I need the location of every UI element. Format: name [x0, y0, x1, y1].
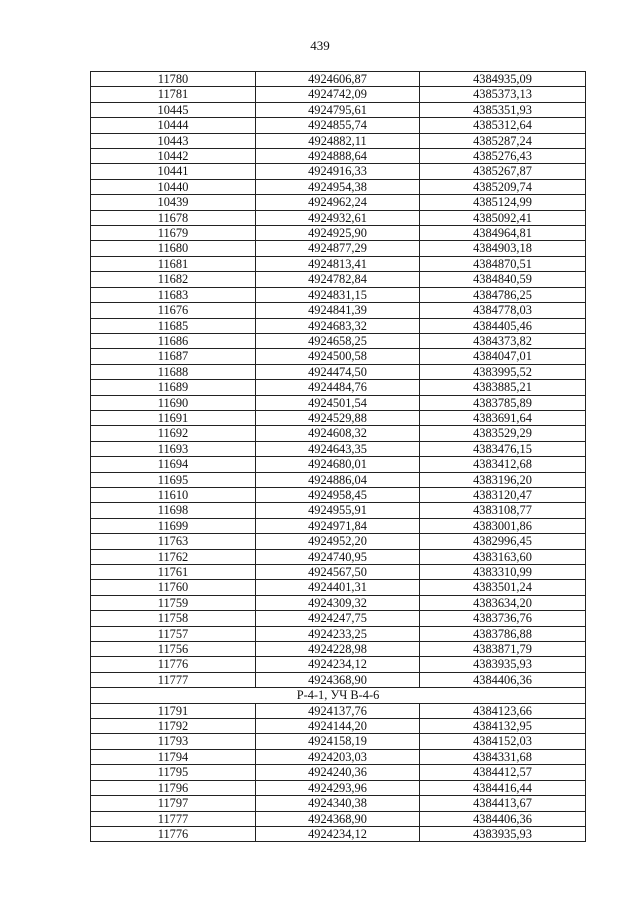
- y-coordinate-cell: 4383885,21: [420, 380, 586, 395]
- table-row: [91, 333, 586, 348]
- point-number-cell: 10443: [91, 133, 256, 148]
- y-coordinate-cell: 4383935,93: [420, 657, 586, 672]
- section-header-label: Р-4-1, УЧ В-4-6: [91, 688, 586, 703]
- y-coordinate-cell: 4384123,66: [420, 703, 586, 718]
- x-coordinate-cell: 4924740,95: [256, 549, 420, 564]
- x-coordinate-cell: 4924234,12: [256, 826, 420, 841]
- x-coordinate-cell: 4924233,25: [256, 626, 420, 641]
- table-row: [91, 149, 586, 164]
- table-row: [91, 272, 586, 287]
- table-row: [91, 87, 586, 102]
- y-coordinate-cell: 4384840,59: [420, 272, 586, 287]
- y-coordinate-cell: 4385209,74: [420, 179, 586, 194]
- table-row: [91, 133, 586, 148]
- point-number-cell: 11781: [91, 87, 256, 102]
- point-number-cell: 11694: [91, 457, 256, 472]
- y-coordinate-cell: 4385092,41: [420, 210, 586, 225]
- x-coordinate-cell: 4924831,15: [256, 287, 420, 302]
- point-number-cell: 11683: [91, 287, 256, 302]
- y-coordinate-cell: 4383196,20: [420, 472, 586, 487]
- table-row: [91, 811, 586, 826]
- x-coordinate-cell: 4924958,45: [256, 487, 420, 502]
- table-row: [91, 703, 586, 718]
- y-coordinate-cell: 4384405,46: [420, 318, 586, 333]
- table-row: [91, 256, 586, 271]
- x-coordinate-cell: 4924247,75: [256, 611, 420, 626]
- point-number-cell: 11688: [91, 364, 256, 379]
- x-coordinate-cell: 4924340,38: [256, 796, 420, 811]
- point-number-cell: 10445: [91, 102, 256, 117]
- y-coordinate-cell: 4385124,99: [420, 195, 586, 210]
- page-number: 439: [310, 38, 330, 53]
- y-coordinate-cell: 4383163,60: [420, 549, 586, 564]
- y-coordinate-cell: 4384406,36: [420, 811, 586, 826]
- point-number-cell: 11699: [91, 518, 256, 533]
- point-number-cell: 10444: [91, 118, 256, 133]
- y-coordinate-cell: 4383691,64: [420, 410, 586, 425]
- y-coordinate-cell: 4383108,77: [420, 503, 586, 518]
- table-row: [91, 72, 586, 87]
- x-coordinate-cell: 4924841,39: [256, 303, 420, 318]
- point-number-cell: 11791: [91, 703, 256, 718]
- table-row: [91, 826, 586, 841]
- x-coordinate-cell: 4924501,54: [256, 395, 420, 410]
- y-coordinate-cell: 4384047,01: [420, 349, 586, 364]
- y-coordinate-cell: 4383120,47: [420, 487, 586, 502]
- point-number-cell: 10439: [91, 195, 256, 210]
- point-number-cell: 11679: [91, 226, 256, 241]
- table-row: [91, 796, 586, 811]
- x-coordinate-cell: 4924954,38: [256, 179, 420, 194]
- y-coordinate-cell: 4383786,88: [420, 626, 586, 641]
- y-coordinate-cell: 4383634,20: [420, 595, 586, 610]
- y-coordinate-cell: 4383412,68: [420, 457, 586, 472]
- point-number-cell: 11695: [91, 472, 256, 487]
- x-coordinate-cell: 4924401,31: [256, 580, 420, 595]
- x-coordinate-cell: 4924855,74: [256, 118, 420, 133]
- x-coordinate-cell: 4924925,90: [256, 226, 420, 241]
- x-coordinate-cell: 4924795,61: [256, 102, 420, 117]
- x-coordinate-cell: 4924962,24: [256, 195, 420, 210]
- y-coordinate-cell: 4385373,13: [420, 87, 586, 102]
- x-coordinate-cell: 4924742,09: [256, 87, 420, 102]
- point-number-cell: 11780: [91, 72, 256, 87]
- point-number-cell: 11678: [91, 210, 256, 225]
- y-coordinate-cell: 4384413,67: [420, 796, 586, 811]
- x-coordinate-cell: 4924882,11: [256, 133, 420, 148]
- table-row: [91, 410, 586, 425]
- y-coordinate-cell: 4385276,43: [420, 149, 586, 164]
- y-coordinate-cell: 4383001,86: [420, 518, 586, 533]
- x-coordinate-cell: 4924500,58: [256, 349, 420, 364]
- y-coordinate-cell: 4384331,68: [420, 749, 586, 764]
- x-coordinate-cell: 4924203,03: [256, 749, 420, 764]
- x-coordinate-cell: 4924886,04: [256, 472, 420, 487]
- x-coordinate-cell: 4924916,33: [256, 164, 420, 179]
- point-number-cell: 11796: [91, 780, 256, 795]
- point-number-cell: 10441: [91, 164, 256, 179]
- table-row: [91, 487, 586, 502]
- y-coordinate-cell: 4382996,45: [420, 534, 586, 549]
- y-coordinate-cell: 4384373,82: [420, 333, 586, 348]
- y-coordinate-cell: 4384406,36: [420, 672, 586, 687]
- point-number-cell: 11693: [91, 441, 256, 456]
- point-number-cell: 11792: [91, 719, 256, 734]
- x-coordinate-cell: 4924877,29: [256, 241, 420, 256]
- y-coordinate-cell: 4383935,93: [420, 826, 586, 841]
- table-row: [91, 164, 586, 179]
- point-number-cell: 11793: [91, 734, 256, 749]
- point-number-cell: 11759: [91, 595, 256, 610]
- y-coordinate-cell: 4384416,44: [420, 780, 586, 795]
- coordinates-table-body: [91, 72, 586, 842]
- table-row: [91, 611, 586, 626]
- table-row: [91, 287, 586, 302]
- y-coordinate-cell: 4384152,03: [420, 734, 586, 749]
- x-coordinate-cell: 4924782,84: [256, 272, 420, 287]
- point-number-cell: 10440: [91, 179, 256, 194]
- y-coordinate-cell: 4383736,76: [420, 611, 586, 626]
- table-row: [91, 657, 586, 672]
- x-coordinate-cell: 4924567,50: [256, 565, 420, 580]
- point-number-cell: 10442: [91, 149, 256, 164]
- point-number-cell: 11795: [91, 765, 256, 780]
- y-coordinate-cell: 4385312,64: [420, 118, 586, 133]
- point-number-cell: 11761: [91, 565, 256, 580]
- table-row: [91, 380, 586, 395]
- x-coordinate-cell: 4924888,64: [256, 149, 420, 164]
- y-coordinate-cell: 4385287,24: [420, 133, 586, 148]
- point-number-cell: 11757: [91, 626, 256, 641]
- point-number-cell: 11763: [91, 534, 256, 549]
- table-row: [91, 226, 586, 241]
- x-coordinate-cell: 4924658,25: [256, 333, 420, 348]
- point-number-cell: 11682: [91, 272, 256, 287]
- x-coordinate-cell: 4924955,91: [256, 503, 420, 518]
- y-coordinate-cell: 4383871,79: [420, 642, 586, 657]
- point-number-cell: 11610: [91, 487, 256, 502]
- point-number-cell: 11777: [91, 672, 256, 687]
- table-row: [91, 534, 586, 549]
- table-row: [91, 749, 586, 764]
- table-row: [91, 118, 586, 133]
- y-coordinate-cell: 4384935,09: [420, 72, 586, 87]
- coordinates-table: [90, 71, 586, 842]
- x-coordinate-cell: 4924932,61: [256, 210, 420, 225]
- table-row: [91, 518, 586, 533]
- x-coordinate-cell: 4924474,50: [256, 364, 420, 379]
- table-row: [91, 441, 586, 456]
- x-coordinate-cell: 4924484,76: [256, 380, 420, 395]
- y-coordinate-cell: 4383501,24: [420, 580, 586, 595]
- point-number-cell: 11777: [91, 811, 256, 826]
- x-coordinate-cell: 4924643,35: [256, 441, 420, 456]
- y-coordinate-cell: 4383995,52: [420, 364, 586, 379]
- table-row: [91, 318, 586, 333]
- table-row: [91, 195, 586, 210]
- table-row: [91, 349, 586, 364]
- x-coordinate-cell: 4924529,88: [256, 410, 420, 425]
- y-coordinate-cell: 4384964,81: [420, 226, 586, 241]
- x-coordinate-cell: 4924971,84: [256, 518, 420, 533]
- point-number-cell: 11676: [91, 303, 256, 318]
- point-number-cell: 11756: [91, 642, 256, 657]
- table-row: [91, 626, 586, 641]
- y-coordinate-cell: 4384132,95: [420, 719, 586, 734]
- table-row: [91, 780, 586, 795]
- x-coordinate-cell: 4924952,20: [256, 534, 420, 549]
- x-coordinate-cell: 4924158,19: [256, 734, 420, 749]
- y-coordinate-cell: 4384412,57: [420, 765, 586, 780]
- table-row: [91, 595, 586, 610]
- table-row: [91, 719, 586, 734]
- table-row: [91, 472, 586, 487]
- point-number-cell: 11689: [91, 380, 256, 395]
- point-number-cell: 11797: [91, 796, 256, 811]
- x-coordinate-cell: 4924234,12: [256, 657, 420, 672]
- x-coordinate-cell: 4924813,41: [256, 256, 420, 271]
- y-coordinate-cell: 4385267,87: [420, 164, 586, 179]
- table-row: [91, 364, 586, 379]
- point-number-cell: 11691: [91, 410, 256, 425]
- y-coordinate-cell: 4383310,99: [420, 565, 586, 580]
- x-coordinate-cell: 4924680,01: [256, 457, 420, 472]
- x-coordinate-cell: 4924606,87: [256, 72, 420, 87]
- point-number-cell: 11794: [91, 749, 256, 764]
- point-number-cell: 11685: [91, 318, 256, 333]
- point-number-cell: 11762: [91, 549, 256, 564]
- table-row: [91, 565, 586, 580]
- x-coordinate-cell: 4924144,20: [256, 719, 420, 734]
- y-coordinate-cell: 4383785,89: [420, 395, 586, 410]
- x-coordinate-cell: 4924293,96: [256, 780, 420, 795]
- x-coordinate-cell: 4924309,32: [256, 595, 420, 610]
- point-number-cell: 11680: [91, 241, 256, 256]
- table-row: [91, 102, 586, 117]
- x-coordinate-cell: 4924368,90: [256, 672, 420, 687]
- table-row: [91, 395, 586, 410]
- x-coordinate-cell: 4924228,98: [256, 642, 420, 657]
- point-number-cell: 11760: [91, 580, 256, 595]
- y-coordinate-cell: 4384870,51: [420, 256, 586, 271]
- y-coordinate-cell: 4383476,15: [420, 441, 586, 456]
- point-number-cell: 11686: [91, 333, 256, 348]
- point-number-cell: 11698: [91, 503, 256, 518]
- y-coordinate-cell: 4384786,25: [420, 287, 586, 302]
- table-row: [91, 642, 586, 657]
- table-row: [91, 580, 586, 595]
- y-coordinate-cell: 4384778,03: [420, 303, 586, 318]
- point-number-cell: 11692: [91, 426, 256, 441]
- point-number-cell: 11681: [91, 256, 256, 271]
- point-number-cell: 11758: [91, 611, 256, 626]
- y-coordinate-cell: 4384903,18: [420, 241, 586, 256]
- table-row: [91, 210, 586, 225]
- point-number-cell: 11690: [91, 395, 256, 410]
- table-row: [91, 765, 586, 780]
- x-coordinate-cell: 4924240,36: [256, 765, 420, 780]
- table-row: [91, 303, 586, 318]
- table-row: [91, 549, 586, 564]
- table-row: [91, 734, 586, 749]
- table-row: [91, 672, 586, 687]
- table-row: [91, 426, 586, 441]
- table-row: [91, 503, 586, 518]
- x-coordinate-cell: 4924137,76: [256, 703, 420, 718]
- point-number-cell: 11687: [91, 349, 256, 364]
- table-row: [91, 457, 586, 472]
- point-number-cell: 11776: [91, 826, 256, 841]
- x-coordinate-cell: 4924683,32: [256, 318, 420, 333]
- point-number-cell: 11776: [91, 657, 256, 672]
- x-coordinate-cell: 4924368,90: [256, 811, 420, 826]
- table-row: [91, 179, 586, 194]
- y-coordinate-cell: 4385351,93: [420, 102, 586, 117]
- section-header-row: [91, 688, 586, 703]
- y-coordinate-cell: 4383529,29: [420, 426, 586, 441]
- table-row: [91, 241, 586, 256]
- x-coordinate-cell: 4924608,32: [256, 426, 420, 441]
